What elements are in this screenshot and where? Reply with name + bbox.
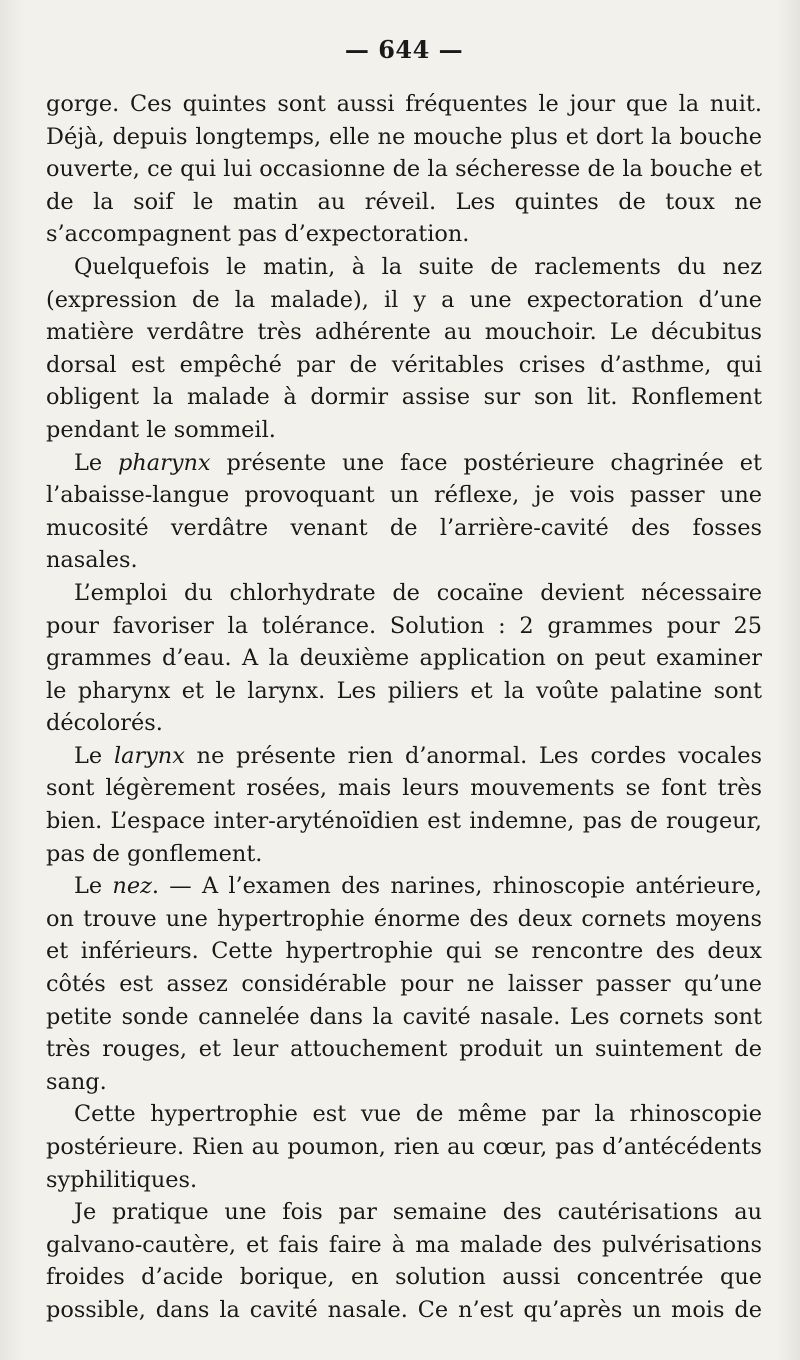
term-pharynx: pharynx (118, 449, 211, 476)
paragraph-2: Quelquefois le matin, à la suite de raclements du nez (expression de la malade), il y a une expectoration d’une matière verdâtre très adhérente au mouchoir. Le décubitus dorsal est empêché par de véritables crises d’asthme, qui obligent la malade à dormir assise sur son lit. Ronflement pendant le sommeil. (46, 253, 762, 443)
paragraph-5 (46, 740, 762, 870)
paragraph-6-lead: Le (74, 873, 113, 900)
paragraph-1: gorge. Ces quintes sont aussi fréquentes le jour que la nuit. Déjà, depuis longtemps, elle ne mouche plus et dort la bouche ouverte, ce qui lui occasionne de la sécheresse de la bouche et de la soif le matin au réveil. Les quintes de toux ne s’accompagnent pas d’expectoration. (46, 91, 762, 248)
term-nez: nez (112, 873, 152, 900)
paragraph-3-text: présente une face postérieure chagrinée et l’abaisse-langue provoquant un réflexe, je vois passer une mucosité verdâtre venant de l’arrière-cavité des fosses nasales. (46, 449, 762, 574)
term-larynx: larynx (113, 742, 185, 769)
paragraph-3-lead: Le (74, 449, 119, 476)
paragraph-5-lead: Le (74, 742, 114, 769)
page-body (46, 88, 762, 1327)
paragraph-6 (46, 870, 762, 1098)
page-number: — 644 — (344, 35, 464, 64)
paragraph-3 (46, 447, 762, 577)
paragraph-4: L’emploi du chlorhydrate de cocaïne devient nécessaire pour favoriser la tolérance. Solution : 2 grammes pour 25 grammes d’eau. A la deuxième application on peut examiner le pharynx et le larynx. Les piliers et la voûte palatine sont décolorés. (46, 579, 762, 737)
paragraph-8: Je pratique une fois par semaine des cautérisations au galvano-cautère, et fais faire à ma malade des pulvérisations froides d’acide borique, en solution aussi concentrée que possible, dans la cavité nasale. Ce n’est qu’après un mois de (46, 1199, 762, 1323)
paragraph-7: Cette hypertrophie est vue de même par la rhinoscopie postérieure. Rien au poumon, rien au cœur, pas d’antécédents syphilitiques. (46, 1101, 762, 1193)
paragraph-6-text: . — A l’examen des narines, rhinoscopie antérieure, on trouve une hypertrophie énorme des deux cornets moyens et inférieurs. Cette hypertrophie qui se rencontre des deux côtés est assez considérable pour ne laisser passer qu’une petite sonde cannelée dans la cavité nasale. Les cornets sont très rouges, et leur attouchement produit un suintement de sang. (46, 873, 762, 1095)
paragraph-5-text: ne présente rien d’anormal. Les cordes vocales sont légèrement rosées, mais leurs mouvements se font très bien. L’espace inter-aryténoïdien est indemne, pas de rougeur, pas de gonflement. (46, 742, 762, 867)
